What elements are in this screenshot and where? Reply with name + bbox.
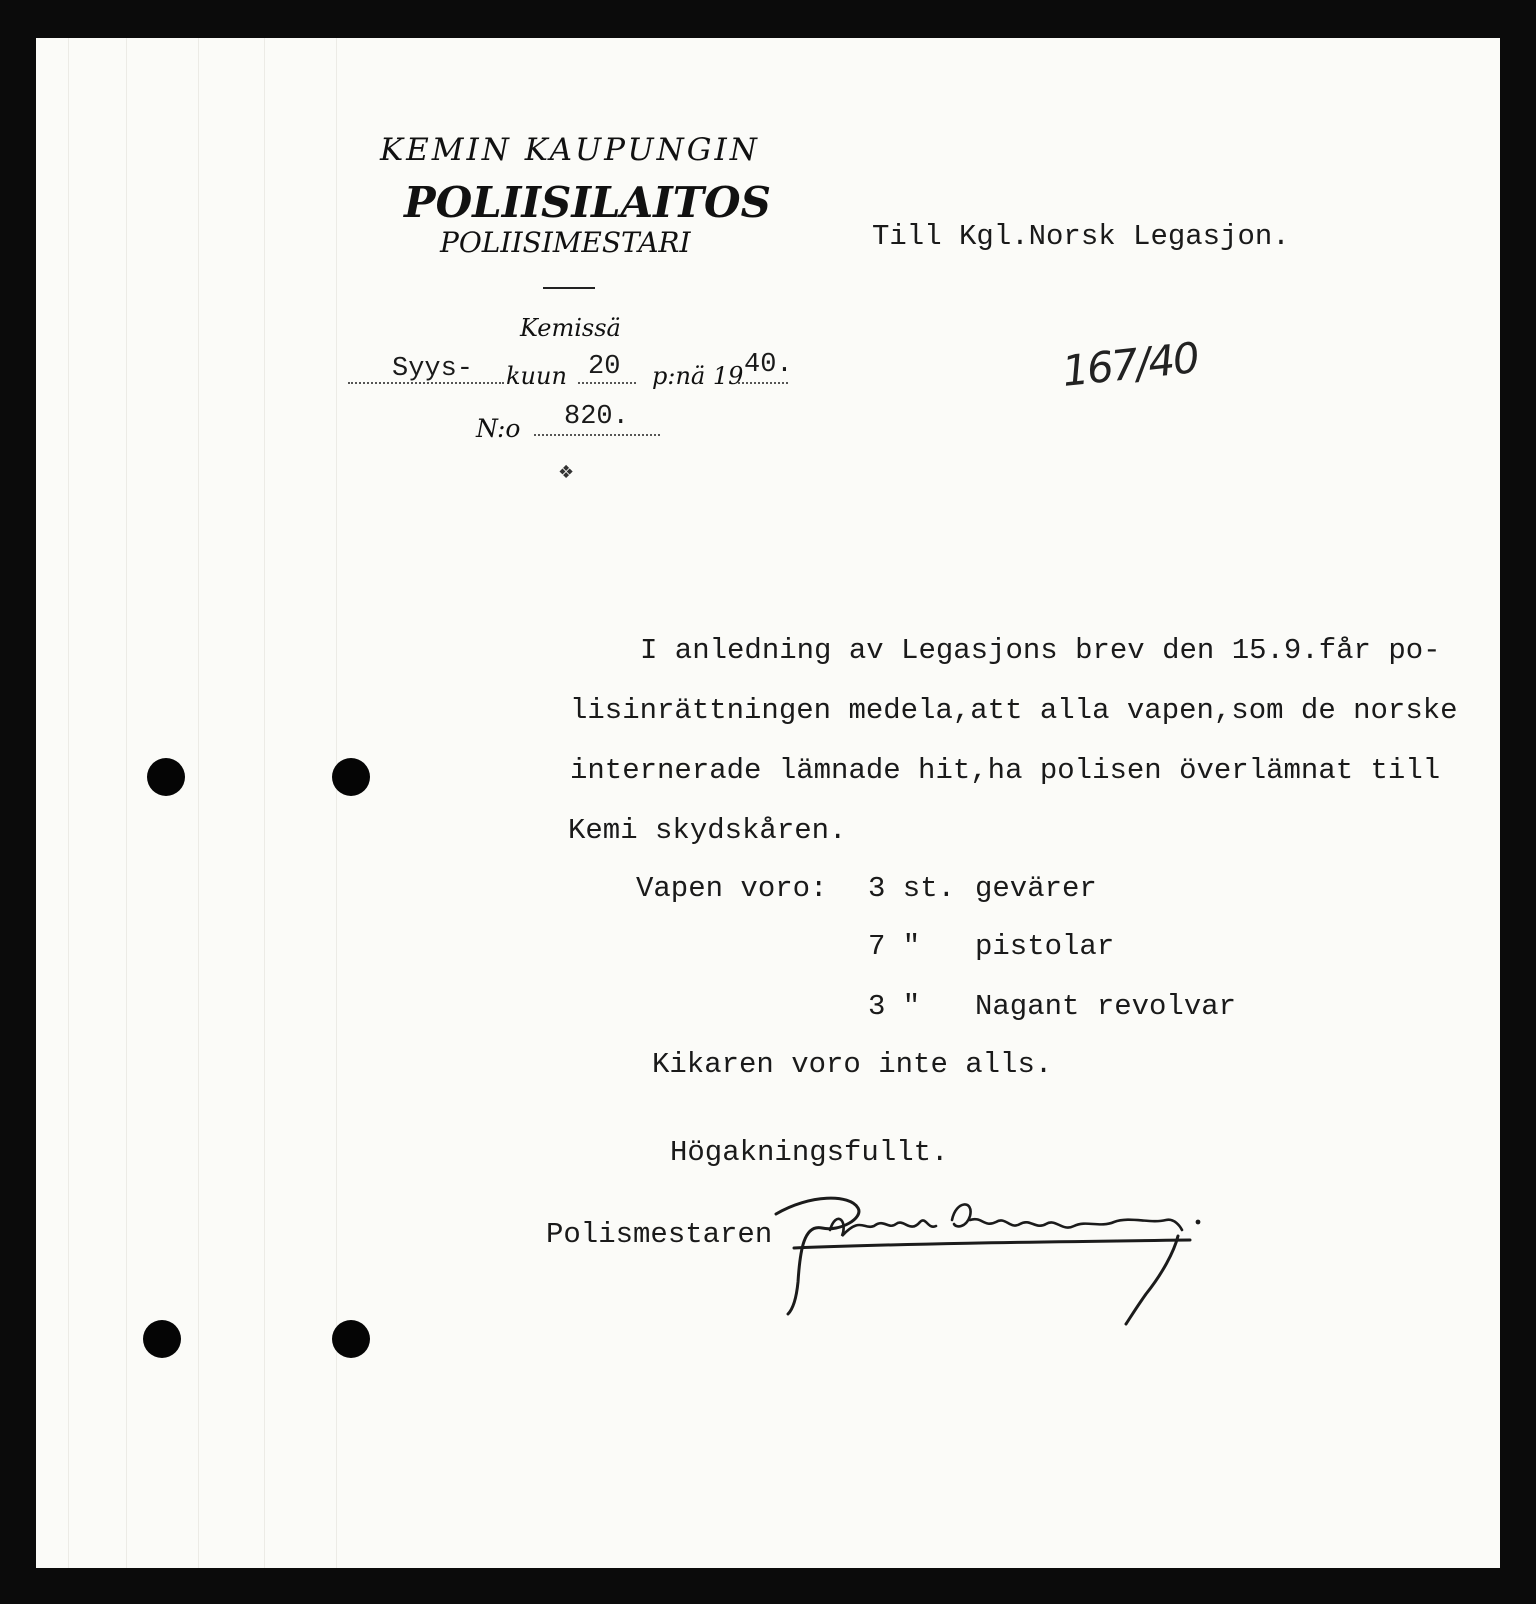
- letterhead-city: KEMIN KAUPUNGIN: [380, 132, 760, 168]
- weapon-item: gevärer: [975, 872, 1097, 905]
- weapon-qty: 3 st.: [868, 872, 956, 905]
- punch-hole: [332, 758, 370, 796]
- month-suffix-label: kuun: [506, 362, 567, 390]
- letterhead-office: POLIISIMESTARI: [440, 226, 691, 259]
- date-month-value: Syys-: [392, 354, 474, 384]
- reference-number: 167/40: [1059, 333, 1200, 396]
- weapon-qty: 7 ": [868, 930, 921, 963]
- weapon-qty: 3 ": [868, 990, 921, 1023]
- addressee: Till Kgl.Norsk Legasjon.: [872, 220, 1290, 253]
- signature-title: Polismestaren: [546, 1218, 773, 1251]
- letter-page: [36, 38, 1500, 1568]
- signature-scribble: [770, 1190, 1250, 1340]
- punch-hole: [147, 758, 185, 796]
- body-line-3: internerade lämnade hit,ha polisen överlämnat till: [570, 754, 1441, 787]
- weapon-item: Nagant revolvar: [975, 990, 1237, 1023]
- ornament-icon: ❖: [558, 462, 575, 483]
- letterhead-department: POLIISILAITOS: [404, 178, 771, 227]
- place-label: Kemissä: [520, 314, 621, 342]
- weapons-list-intro: Vapen voro:: [636, 872, 828, 905]
- body-line-2: lisinrättningen medela,att alla vapen,som de norske: [570, 694, 1458, 727]
- punch-hole: [143, 1320, 181, 1358]
- closing: Högakningsfullt.: [670, 1136, 949, 1169]
- body-line-1: I anledning av Legasjons brev den 15.9.får po-: [640, 634, 1441, 667]
- number-label: N:o: [476, 414, 521, 443]
- punch-hole: [332, 1320, 370, 1358]
- letterhead-rule: [543, 287, 595, 289]
- body-line-4: Kemi skydskåren.: [568, 814, 847, 847]
- document-number-value: 820.: [564, 402, 629, 432]
- weapon-item: pistolar: [975, 930, 1115, 963]
- binoculars-note: Kikaren voro inte alls.: [652, 1048, 1053, 1081]
- date-year-value: 40.: [744, 350, 793, 380]
- day-suffix-label: p:nä 19: [652, 362, 744, 390]
- date-day-value: 20: [588, 352, 621, 382]
